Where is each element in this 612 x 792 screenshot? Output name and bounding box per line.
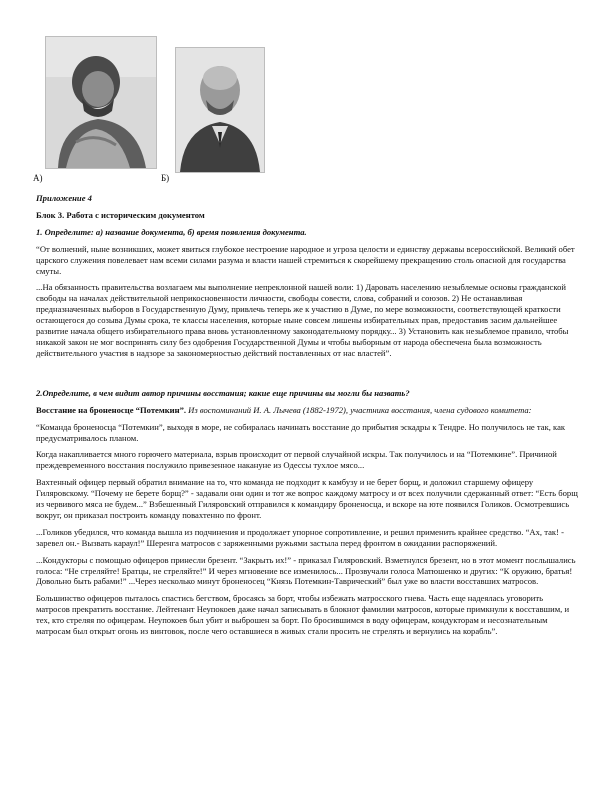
portrait-photo-a (45, 36, 157, 169)
task2-paragraph: Большинство офицеров пыталось спастись бегством, бросаясь за борт, чтобы избежать матросского гнева. Часть еще надеялась уговорить матросов прекратить восстание. Лейтенант Неупокоев даже начал записывать в блокнот фамилии матросов, которые примкнули к восставшим, и тех, кто стреляя по офицерам. Неупокоев был убит и выброшен за борт. По бросившимся в воду офицерам, кондукторам и несознательным матросам был открыт огонь из винтовок, после чего оставшиеся в живых стали просить не стрелять и вернулись на корабль”. (36, 593, 570, 637)
task1-question: 1. Определите: а) название документа, б) время появления документа. (36, 226, 307, 237)
task1-paragraph-2: ...На обязанность правительства возлагаем мы выполнение непреклонной нашей воли: 1) Даровать населению незыблемые основы гражданской свободы на началах действительной неприкосновенности личности, свободы совести, слова, собраний и союзов. 2) Не останавливая предназначенных выборов в Государственную Думу, привлечь теперь же к участию в Думе, по мере возможности, соответствующей краткости остающегося до созыва Думы срока, те классы населения, которые ныне совсем лишены избирательных прав, предоставив засим дальнейшее развитие начала общего избирательного права вновь установленному законодательному порядку... 3) Установить как незыблемое правило, чтобы никакой закон не мог воспринять силу без одобрения Государственной Думы и чтобы выборным от народа обеспечена была возможность действительного участия в надзоре за закономерностью действий поставленных от нас властей”. (36, 282, 569, 358)
task2-paragraph: “Команда броненосца “Потемкин”, выходя в море, не собиралась начинать восстание до прибытия эскадры к Тендре. Но получилось не так, как предусматривалось планом. (36, 421, 566, 443)
task2-paragraph: Вахтенный офицер первый обратил внимание на то, что команда не подходит к камбузу и не берет борщ, и доложил старшему офицеру Гиляровскому. “Почему не берете борщ?” - задавали они один и тот же вопрос каждому матросу и от всех получили сдержанный ответ: “Есть борщ из червивого мяса не будем...” Взбешенный Гиляровский отправился к командиру броненосца, и вскоре на юте появился Голиков. Осмотревшись вокруг, он приказал построить команду повахтенно по фронт. (36, 477, 578, 520)
task2-paragraph: ...Голиков убедился, что команда вышла из подчинения и продолжает упорное сопротивление, и решил применить крайнее средство. “Ах, так! - заревел он.- Вызвать караул!” Шеренга матросов с заряженными ружьями застыла перед фронтом в ожидании распоряжений. (36, 526, 564, 548)
source-author: Из воспоминаний И. А. Лычева (1882-1972), участника восстания, члена судового комитета: (186, 404, 532, 415)
appendix-title: Приложение 4 (36, 193, 92, 203)
document-text (36, 193, 578, 643)
task1-paragraph-1: “От волнений, ныне возникших, может явиться глубокое нестроение народное и угроза целости и единству державы всероссийской. Великий обет царского служения повелевает нам всеми силами разума и власти нашей стремиться к скорейшему прекращению столь опасной для государства смуты. (36, 243, 575, 276)
photo-label-a: А) (33, 173, 43, 183)
task2-paragraph: Когда накапливается много горючего материала, взрыв происходит от первой случайной искры. Так получилось и на “Потемкине”. Причиной преждевременного восстания послужило привезенное накануне из Одессы тухлое мясо... (36, 449, 557, 471)
source-title: Восстание на броненосце “Потемкин”. (36, 404, 187, 415)
portrait-photo-b (175, 47, 265, 173)
section-gap (36, 365, 578, 388)
task2-source (36, 405, 578, 416)
task2-question: 2.Определите, в чем видит автор причины восстания; какие еще причины вы могли бы назвать? (36, 387, 410, 398)
task2-paragraph: ...Кондукторы с помощью офицеров принесли брезент. “Закрыть их!” - приказал Гиляровский. Взметнулся брезент, но в этот момент послышались голоса: “Не стреляйте! Братцы, не стреляйте!” И через мгновение все изменилось... Прозвучали голоса Матюшенко и других: “К оружию, братья! Довольно быть рабами!” ...Через несколько минут броненосец “Князь Потемкин-Таврический” был уже во власти восставших матросов. (36, 554, 576, 587)
block-title: Блок 3. Работа с историческим документом (36, 209, 205, 220)
photo-label-b: Б) (161, 173, 170, 183)
